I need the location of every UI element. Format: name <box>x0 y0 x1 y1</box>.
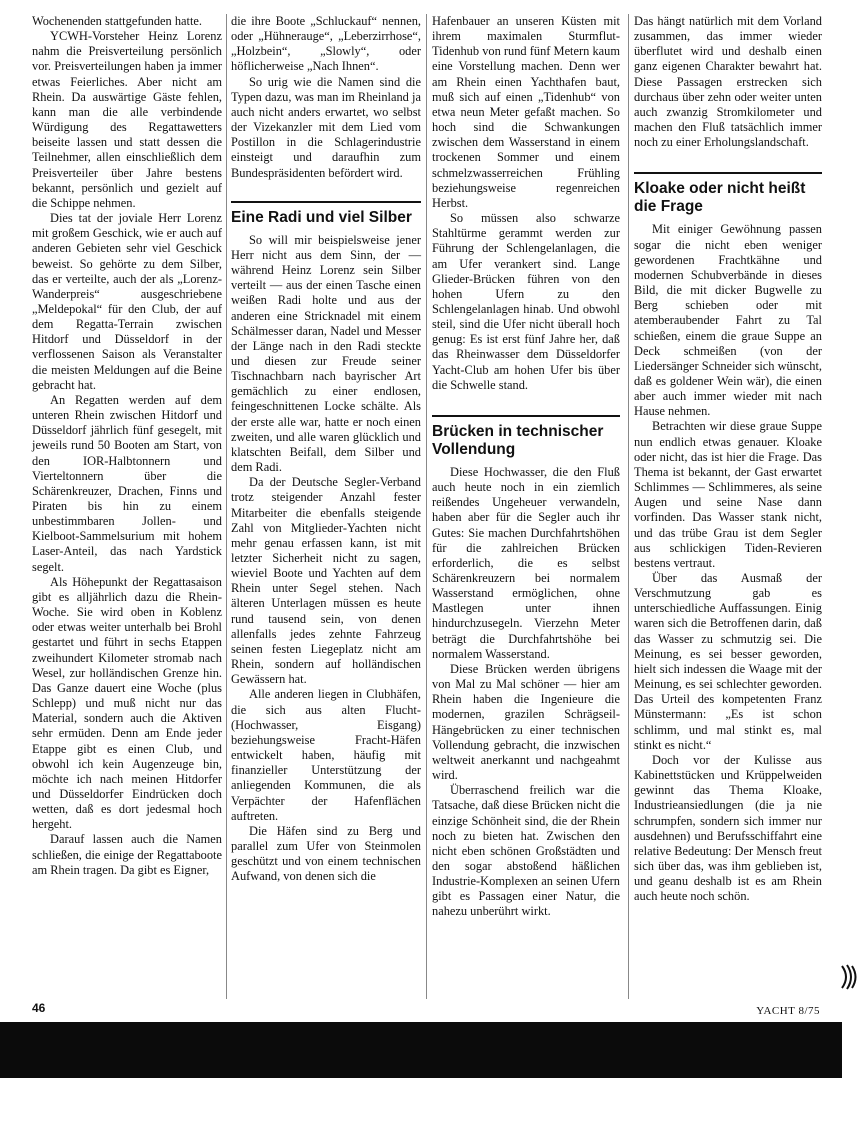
section-heading: Eine Radi und viel Silber <box>231 208 412 226</box>
paragraph: An Regatten werden auf dem unteren Rhein zwischen Hitdorf und Düsseldorf jährlich fünf gesegelt, mit jeweils rund 50 Booten am Start, von den IOR-Halbtonnern und Vierteltonnern über die Schärenkreuzer, Drachen, Finns und Piraten bis hin zu einem unbestimmbaren Jollen- und Kielboot-Sammelsurium mit hohem Laser-Anteil, das nach Yardstick segelt. <box>32 392 222 574</box>
paragraph: Betrachten wir diese graue Suppe nun endlich etwas genauer. Kloake oder nicht, das ist hier die Frage. Das Thema ist bekannt, der Gast erwartet Schlimmes — Schlimmeres, als seine Augen und seine Nase dann vorfinden. Das Wasser stank nicht, und das trübe Grau ist dem Segler aus schlickigen Tiden-Revieren bestens vertraut. <box>634 419 822 570</box>
column-divider <box>226 14 227 999</box>
paragraph: Wochenenden stattgefunden hatte. <box>32 14 202 28</box>
paragraph: Die Häfen sind zu Berg und parallel zum Ufer von Steinmolen geschützt und von einem technischen Aufwand, von denen sich die <box>231 823 421 884</box>
column-1 <box>32 14 222 878</box>
column-4 <box>634 14 822 904</box>
column-2 <box>231 14 421 884</box>
page-edge-mark <box>838 962 860 992</box>
paragraph: Darauf lassen auch die Namen schließen, die einige der Regattaboote am Rhein tragen. Da gibt es Eigner, <box>32 832 222 877</box>
paragraph: Mit einiger Gewöhnung passen sogar die nicht eben weniger gewordenen Frachtkähne und modernen Schubverbände in dieses Bild, die mit dicker Bugwelle zu Berg schieben oder mit atemberaubender Fahrt zu Tal schießen, einem die graue Suppe an Deck schmeißen (von der Liedersänger Schneider sich wünscht, daß es goldener Wein wär), die einen aber auch immer wieder mit nach Hause nehmen. <box>634 222 822 419</box>
paragraph: So will mir beispielsweise jener Herr nicht aus dem Sinn, der — während Heinz Lorenz sein Silber verteilt — aus der einen Tasche einen weißen Radi holte und aus der anderen eine Stricknadel mit einem Schälmesser daran, Nadel und Messer der Länge nach in den Radi steckte und diesen zur Freude seiner Tischnachbarn nach bayrischer Art gemächlich zu einer endlosen, feingeschnittenen Locke schälte. Als der erste alle war, hatte er noch einen zweiten, und alle waren glücklich und klatschten Beifall, dem Silber und dem Radi. <box>231 232 421 475</box>
paragraph: Doch vor der Kulisse aus Kabinettstücken und Krüppelweiden gewinnt das Thema Kloake, Industrieansiedlungen (die ja nie schrumpfen, sondern sich immer nur ausdehnen) und Berufsschiffahrt eine relative Bedeutung: Der Mensch freut sich über das, was ihm geblieben ist, und geanu deshalb ist es am Rhein auch heute noch schön. <box>634 752 822 904</box>
paragraph: Da der Deutsche Segler-Verband trotz steigender Anzahl fester Mitarbeiter die ebenfalls steigende Zahl von Mitglieder-Yachten nicht mehr genau erfassen kann, ist mit letzter Sicherheit nicht zu sagen, wieviel Boote und Yachten auf dem Rhein unter Segel stehen. Nach älteren Unterlagen müssen es heute rund tausend sein, von denen allenfalls jedes zehnte Fahrzeug seinen festen Liegeplatz nicht am Rhein, sondern auf holländischen Gewässern hat. <box>231 475 421 687</box>
column-divider <box>628 14 629 999</box>
paragraph: So urig wie die Namen sind die Typen dazu, was man im Rheinland ja auch nicht anders erwartet, wo selbst der Vizekanzler mit dem Lied vom Postillon in die Schlagerindustrie einsteigt und daraufhin zum Bundespräsidenten befördert wird. <box>231 74 421 180</box>
paragraph: So müssen also schwarze Stahltürme gerammt werden zur Führung der Schlengelanlagen, die am Ufer verankert sind. Lange Glieder-Brücken führen von den hohen Ufern zu den Schlengelanlagen hinab. Und obwohl steil, sind die Ufer nicht überall hoch genug: Es ist erst fünf Jahre her, daß das Rheinwasser dem Düsseldorfer Yacht-Club am hohen Ufer bis über die Schwelle stand. <box>432 211 620 392</box>
footer-band <box>0 1022 842 1078</box>
paragraph: Alle anderen liegen in Clubhäfen, die sich aus alten Flucht- (Hochwasser, Eisgang) beziehungsweise Fracht-Häfen entwickelt haben, häufig mit finanzieller Unterstützung der anliegenden Kommunen, die als Verpächter der Hafenflächen auftreten. <box>231 687 421 823</box>
paragraph: Das hängt natürlich mit dem Vorland zusammen, das immer wieder überflutet wird und deshalb einen ganz eigenen Charakter bewahrt hat. Diese Passagen erstrecken sich durchaus über zehn oder weiter unten auch zwanzig Stromkilometer und machen den Fluß tatsächlich immer noch zu einer Erholungslandschaft. <box>634 14 822 150</box>
section-rule <box>432 415 620 417</box>
paragraph: die ihre Boote „Schluckauf“ nennen, oder „Hühnerauge“, „Leberzirrhose“, „Holzbein“, „Slowly“, oder höflicherweise „Nach Ihnen“. <box>231 14 421 74</box>
paragraph: Diese Hochwasser, die den Fluß auch heute noch in ein ziemlich reißendes Ungeheuer verwandeln, haben aber für die Segler auch ihr Gutes: Sie machen Durchfahrtshöhen für die zahlreichen Brücken erforderlich, die es selbst Schärenkreuzern bei normalem Wasserstand ermöglichen, ohne Mastlegen unter ihnen hindurchzusegeln. Vierzehn Meter beträgt die Durchfahrtshöhe bei normalem Wasserstand. <box>432 464 620 661</box>
paragraph: YCWH-Vorsteher Heinz Lorenz nahm die Preisverteilung persönlich vor. Preisverteilungen haben ja immer etwas Feierliches. Aber nicht am Rhein. Da auswärtige Gäste fehlen, kann man die alle verbindende Würdigung des Regattawetters beiseite lassen und statt dessen die Teilnehmer, allen einschließlich dem Preisverteiler über Jahre bestens bekannt, persönlich und gezielt auf die Schippe nehmen. <box>32 29 222 210</box>
section-rule <box>231 201 421 203</box>
section-heading: Kloake oder nicht heißt die Frage <box>634 180 806 216</box>
section-heading: Brücken in technischer Vollendung <box>432 422 604 458</box>
column-3 <box>432 14 620 920</box>
paragraph: Über das Ausmaß der Verschmutzung gab es unterschiedliche Auffassungen. Einig waren sich die Betroffenen darin, daß das Wasser zu schmutzig sei. Die Meinung, es sei besser geworden, hielt sich indessen die Waage mit der Meinung, es sei schlechter geworden. Das Urteil des kompetenten Franz Münstermann: „Es ist schon schlimm, und mal stinkt es, mal stinkt es nicht.“ <box>634 571 822 752</box>
paragraph: Diese Brücken werden übrigens von Mal zu Mal schöner — hier am Rhein haben die Ingenieure die modernen, grazilen Schrägseil-Hängebrücken zu einer technischen Vollendung gebracht, die inzwischen weltweit anerkannt und nachgeahmt wird. <box>432 661 620 783</box>
column-divider <box>426 14 427 999</box>
section-rule <box>634 172 822 174</box>
paragraph: Als Höhepunkt der Regattasaison gibt es alljährlich dazu die Rhein-Woche. Sie wird oben in Koblenz oder etwas weiter unterhalb bei Brohl gestartet und führt in sechs Etappen zweihundert Kilometer stromab nach Wesel, zur holländischen Grenze hin. Das Ganze dauert eine Woche (plus Schlepp) und muß nicht nur das Material, sondern auch die Aktiven sehr ermüden. Denn am Ende jeder Etappe gibt es einen Club, und obwohl ich kein Augenzeuge bin, möchte ich nach meinen Hitdorfer und Düsseldorfer Eindrücken doch wetten, daß es dort jedesmal hoch hergeht. <box>32 574 222 832</box>
paragraph: Dies tat der joviale Herr Lorenz mit großem Geschick, wie er auch auf anderen Gebieten sehr viel Geschick beweist. So gehörte zu dem Silber, das er verteilte, auch der als „Lorenz-Wanderpreis“ ausgeschriebene „Meldepokal“ für den Club, der auf dem Regatta-Terrain zwischen Hitdorf und Düsseldorf in der verflossenen Saison als Veranstalter die meisten Meldungen auf die Beine gebracht hat. <box>32 211 222 392</box>
paragraph: Hafenbauer an unseren Küsten mit ihrem maximalen Sturmflut-Tidenhub von rund fünf Metern kaum eine Vorstellung machen. Denn wer am Rhein einen Yachthafen baut, muß sich auf einen „Tidenhub“ von etwa neun Meter gefaßt machen. So hoch sind die Schwankungen zwischen dem Wasserstand in einem trockenen Sommer und einem schmelzwasserreichen Frühling beziehungsweise regenreichen Herbst. <box>432 14 620 210</box>
paragraph: Überraschend freilich war die Tatsache, daß diese Brücken nicht die einzige Schönheit sind, die der Rhein noch zu bieten hat. Zwischen den nicht eben schönen Großstädten und den sogar abstoßend häßlichen Industrie-Komplexen an seinen Ufern gibt es Passagen einer Natur, die nahezu unberührt wirkt. <box>432 783 620 919</box>
page-number: 46 <box>32 1001 46 1015</box>
folio-label: YACHT 8/75 <box>756 1005 820 1017</box>
